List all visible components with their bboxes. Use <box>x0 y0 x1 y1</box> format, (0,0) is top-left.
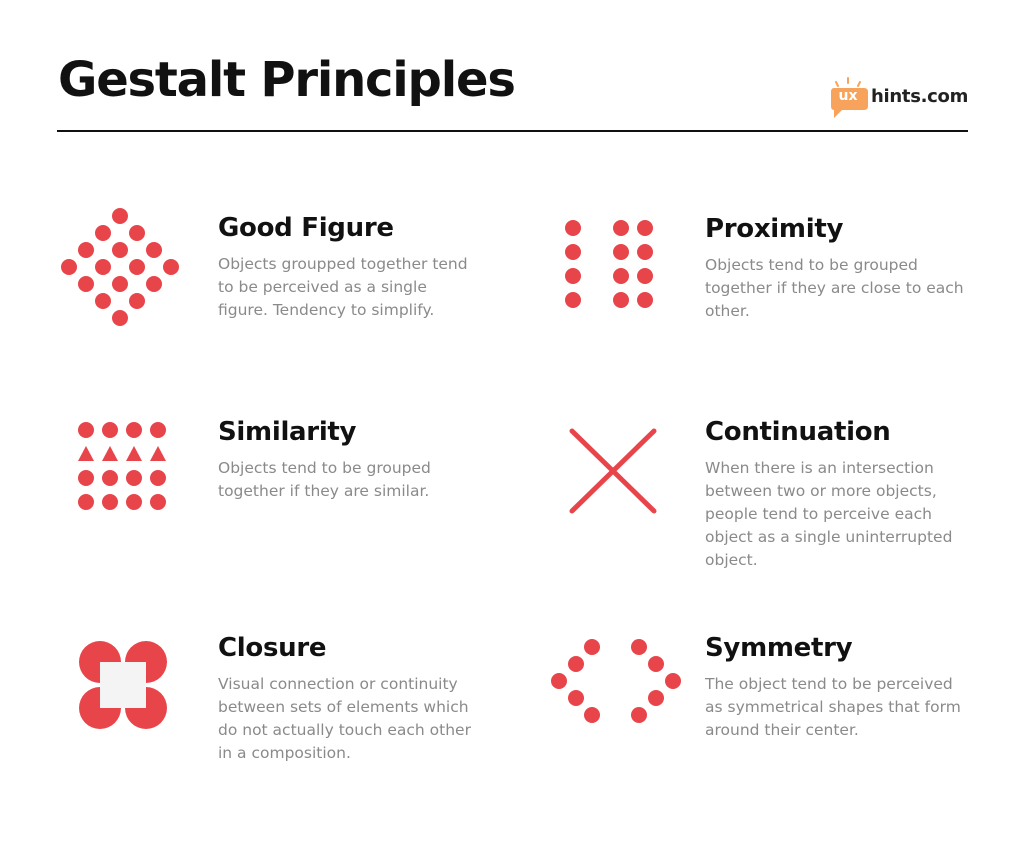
principle-title: Continuation <box>705 417 891 447</box>
principle-title: Closure <box>218 633 327 663</box>
uxhints-logo[interactable] <box>828 76 978 120</box>
grouped-dots-icon <box>563 218 659 312</box>
principle-title: Similarity <box>218 417 357 447</box>
diamond-dots-icon <box>58 206 182 330</box>
page-title: Gestalt Principles <box>58 52 515 108</box>
principle-title: Symmetry <box>705 633 853 663</box>
header-divider <box>57 130 968 132</box>
principle-proximity <box>705 216 967 323</box>
principle-description: The object tend to be perceived as symmetrical shapes that form around their center. <box>705 675 961 739</box>
principle-continuation <box>705 419 967 572</box>
circles-square-icon <box>78 640 168 730</box>
principle-title: Proximity <box>705 214 844 244</box>
dots-triangles-icon <box>76 420 172 514</box>
logo-text: hints.com <box>871 86 969 107</box>
principle-closure <box>218 635 480 765</box>
principle-description: Objects groupped together tend to be perceived as a single figure. Tendency to simplify. <box>218 255 468 319</box>
principle-title: Good Figure <box>218 213 394 243</box>
principle-description: Visual connection or continuity between sets of elements which do not actually touch each other in a composition. <box>218 675 471 762</box>
principle-description: Objects tend to be grouped together if they are similar. <box>218 459 431 500</box>
crossed-lines-icon <box>566 425 660 517</box>
principle-good-figure <box>218 215 480 322</box>
principle-description: Objects tend to be grouped together if they are close to each other. <box>705 256 964 320</box>
logo-badge-text: ux <box>838 88 858 104</box>
symmetric-dots-icon <box>549 637 683 725</box>
principle-similarity <box>218 419 480 503</box>
principle-symmetry <box>705 635 967 742</box>
principle-description: When there is an intersection between two or more objects, people tend to perceive each object as a single uninterrupted object. <box>705 459 953 569</box>
